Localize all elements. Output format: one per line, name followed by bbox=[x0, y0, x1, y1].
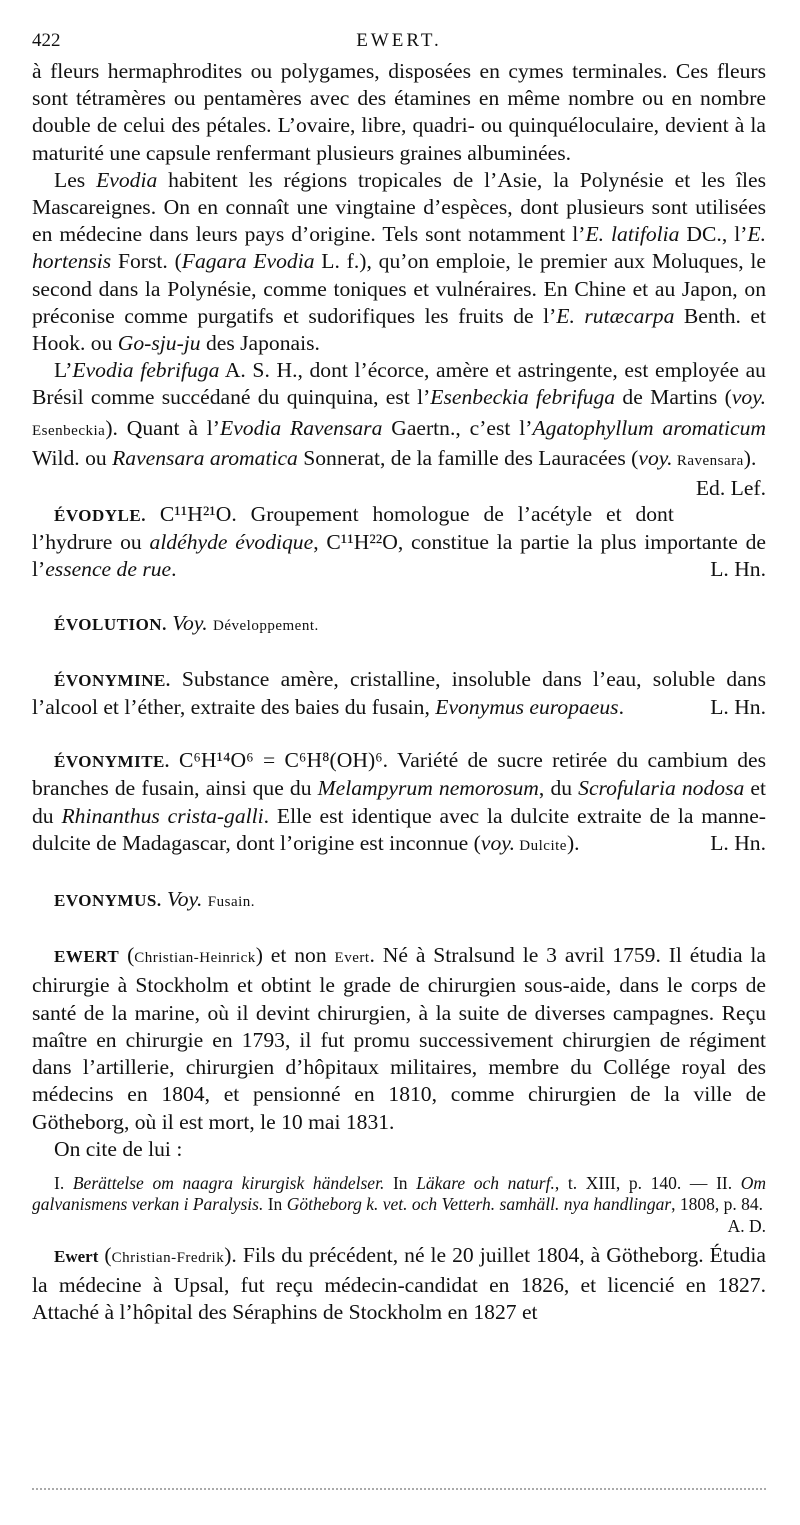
headword: Ewert bbox=[54, 1246, 99, 1266]
headword: ÉVONYMITE. bbox=[54, 752, 170, 772]
chemical-formula: C¹¹H²¹O. bbox=[159, 502, 237, 527]
headword: ÉVODYLE. bbox=[54, 506, 146, 526]
running-header bbox=[32, 28, 766, 58]
entry-ewert-christian-fredrik: Ewert (Christian-Fredrik). Fils du précédent, né le 20 juillet 1804, à Götheborg. Étudia la médecine à Upsal, fut reçu médecin-candidat en 1826, et licencié en 1827. Attaché à l’hôpital des Séraphins de Stockholm en 1827 et bbox=[32, 1242, 766, 1325]
headword: ÉVONYMINE. bbox=[54, 670, 171, 690]
paragraph-evodia-febrifuga: L’Evodia febrifuga A. S. H., dont l’écorce, amère et astringente, est employée au Brésil comme succédané du quinquina, est l’Esenbeckia febrifuga de Martins (voy. Esenbeckia). Quant à l’Evodia Ravensara Gaertn., c’est l’Agatophyllum aromaticum Wild. ou Ravensara aromatica Sonnerat, de la famille des Lauracées (voy. Ravensara). Ed. Lef. bbox=[32, 357, 766, 475]
author-signature: L. Hn. bbox=[710, 830, 766, 855]
page-number: 422 bbox=[32, 30, 61, 51]
footer-rule bbox=[32, 1488, 766, 1490]
entry-evonymine: ÉVONYMINE. Substance amère, cristalline, insoluble dans l’eau, soluble dans l’alcool et l’éther, extraite des baies du fusain, Evonymus europaeus. L. Hn. bbox=[32, 666, 766, 721]
entry-evonymus: EVONYMUS. Voy. Fusain. bbox=[54, 887, 256, 912]
author-signature: A. D. bbox=[727, 1215, 766, 1236]
paragraph-evodia-description: à fleurs hermaphrodites ou polygames, disposées en cymes terminales. Ces fleurs sont tétramères ou pentamères avec des étamines en même nombre ou en nombre double de celui des pétales. L’ovaire, libre, quadri- ou quinquéloculaire, devient à la maturité une capsule renfermant plusieurs graines albuminées. bbox=[32, 59, 766, 165]
running-title: EWERT. bbox=[356, 30, 442, 51]
bibliography-item: I. Berättelse om naagra kirurgisk händelser. In Läkare och naturf., t. XIII, p. 140. — II. Om galvanismens verkan i Paralysis. In Götheborg k. vet. och Vetterh. samhäll. nya handlingar, 1808, p. 84. A. D. bbox=[32, 1172, 767, 1236]
page bbox=[32, 28, 766, 1327]
chemical-formula: C¹¹H²²O bbox=[326, 530, 398, 555]
entry-evolution: ÉVOLUTION. Voy. Développement. bbox=[54, 610, 319, 635]
author-signature: L. Hn. bbox=[710, 557, 766, 582]
entry-evodyle: ÉVODYLE. C¹¹H²¹O. Groupement homologue de l’acétyle et dont l’hydrure ou aldéhyde évodique, C¹¹H²²O, constitue la partie la plus importante de l’essence de rue. L. Hn. bbox=[32, 501, 766, 584]
author-signature: L. Hn. bbox=[710, 695, 766, 720]
chemical-formula: C⁶H¹⁴O⁶ = C⁶H⁸(OH)⁶ bbox=[179, 748, 383, 773]
bibliography bbox=[32, 1172, 767, 1236]
cite-intro: On cite de lui : bbox=[54, 1136, 183, 1161]
entry-ewert-christian-heinrick: EWERT (Christian-Heinrick) et non Evert. Né à Stralsund le 3 avril 1759. Il étudia la chirurgie à Stockholm et obtint le grade de chirurgien sous-aide, dans le corps de santé de la marine, où il devint chirurgien, à la suite de diverses campagnes. Reçu maître en chirurgie en 1793, il fut promu successivement chirurgien de régiment dans l’artillerie, chirurgien d’hôpitaux militaires, membre du Collége royal des médecins en 1804, et pensionné en 1810, comme chirurgien de la ville de Götheborg, où il est mort, le 10 mai 1831. bbox=[32, 943, 766, 1134]
author-signature: Ed. Lef. bbox=[695, 476, 766, 501]
headword: ÉVOLUTION. bbox=[54, 614, 167, 634]
entry-evonymite: ÉVONYMITE. C⁶H¹⁴O⁶ = C⁶H⁸(OH)⁶. Variété de sucre retirée du cambium des branches de fusain, ainsi que du Melampyrum nemorosum, du Scrofularia nodosa et du Rhinanthus crista-galli. Elle est identique avec la dulcite extraite de la manne-dulcite de Madagascar, dont l’origine est inconnue (voy. Dulcite). L. Hn. bbox=[32, 747, 766, 860]
paragraph-evodia-species: Les Evodia habitent les régions tropicales de l’Asie, la Polynésie et les îles Mascareignes. On en connaît une vingtaine d’espèces, dont plusieurs sont utilisées en médecine dans leurs pays d’origine. Tels sont notamment l’E. latifolia DC., l’E. hortensis Forst. (Fagara Evodia L. f.), qu’on emploie, le premier aux Moluques, le second dans la Polynésie, comme toniques et vulnéraires. En Chine et au Japon, on préconise comme purgatifs et sudorifiques les fruits de l’E. rutæcarpa Benth. et Hook. ou Go-sju-ju des Japonais. bbox=[32, 167, 767, 356]
headword: EVONYMUS. bbox=[54, 891, 162, 911]
headword: EWERT bbox=[54, 947, 120, 967]
